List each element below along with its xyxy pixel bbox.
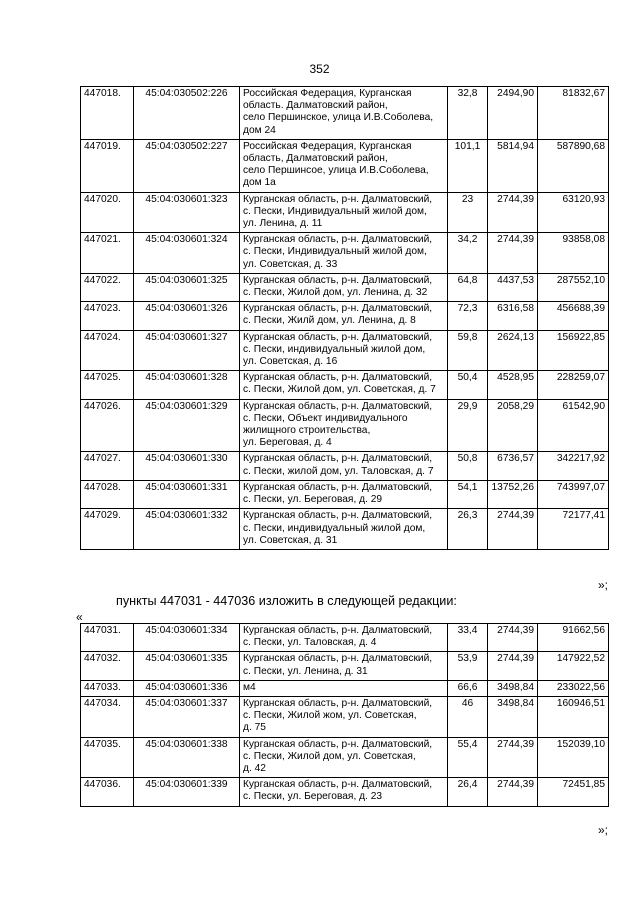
table-row (81, 371, 609, 399)
area-cell: 50,8 (448, 452, 488, 480)
address-line: с. Пески, Индивидуальный жилой дом, (243, 246, 427, 258)
address-line: Курганская область, р-н. Далматовский, (243, 510, 433, 522)
item-number-cell: 447031. (81, 624, 134, 652)
cadastral-number-cell: 45:04:030601:326 (134, 302, 240, 330)
item-number-cell: 447036. (81, 778, 134, 806)
table-row (81, 330, 609, 371)
area-cell: 66,6 (448, 680, 488, 696)
cadastral-number-cell: 45:04:030502:227 (134, 139, 240, 192)
total-value-cell: 152039,10 (538, 737, 609, 778)
item-number-cell: 447029. (81, 509, 134, 550)
address-line: с. Пески, индивидуальный жилой дом, (243, 343, 426, 355)
cadastral-number-cell: 45:04:030601:328 (134, 371, 240, 399)
closing-quote: »; (597, 578, 608, 592)
item-number-cell: 447018. (81, 87, 134, 140)
address-line: с. Пески, Жилой жом, ул. Советская, (243, 710, 417, 722)
area-cell: 55,4 (448, 737, 488, 778)
address-line: с. Пески, индивидуальный жилой дом, (243, 522, 426, 534)
address-cell (240, 273, 448, 301)
item-number-cell: 447028. (81, 480, 134, 508)
unit-price-cell: 3498,84 (488, 697, 538, 738)
address-line: Курганская область, р-н. Далматовский, (243, 234, 433, 246)
total-value-cell: 342217,92 (538, 452, 609, 480)
item-number-cell: 447026. (81, 399, 134, 452)
total-value-cell: 743997,07 (538, 480, 609, 508)
area-cell: 50,4 (448, 371, 488, 399)
area-cell: 29,9 (448, 399, 488, 452)
unit-price-cell: 5814,94 (488, 139, 538, 192)
total-value-cell: 72177,41 (538, 509, 609, 550)
area-cell: 26,4 (448, 778, 488, 806)
table-row (81, 697, 609, 738)
item-number-cell: 447021. (81, 233, 134, 274)
cadastral-number-cell: 45:04:030601:336 (134, 680, 240, 696)
address-line: Российская Федерация, Курганская (243, 140, 412, 152)
unit-price-cell: 2744,39 (488, 778, 538, 806)
total-value-cell: 456688,39 (538, 302, 609, 330)
address-line: м4 (243, 681, 256, 693)
area-cell: 34,2 (448, 233, 488, 274)
unit-price-cell: 3498,84 (488, 680, 538, 696)
address-line: д. 75 (243, 722, 266, 734)
area-cell: 59,8 (448, 330, 488, 371)
address-cell (240, 452, 448, 480)
register-table-1 (80, 86, 609, 550)
address-line: с. Пески, Объект индивидуального (243, 412, 408, 424)
address-line: дом 1а (243, 177, 276, 189)
table-row (81, 480, 609, 508)
cadastral-number-cell: 45:04:030601:331 (134, 480, 240, 508)
item-number-cell: 447024. (81, 330, 134, 371)
address-line: село Першинсое, улица И.В.Соболева, (243, 165, 429, 177)
cadastral-number-cell: 45:04:030601:339 (134, 778, 240, 806)
cadastral-number-cell: 45:04:030601:335 (134, 652, 240, 680)
address-line: с. Пески, Жилой дом, ул. Советская, (243, 750, 416, 762)
address-line: Курганская область, р-н. Далматовский, (243, 625, 433, 636)
address-line: Курганская область, р-н. Далматовский, (243, 653, 433, 665)
table-row (81, 233, 609, 274)
total-value-cell: 81832,67 (538, 87, 609, 140)
area-cell: 72,3 (448, 302, 488, 330)
address-cell (240, 680, 448, 696)
item-number-cell: 447025. (81, 371, 134, 399)
area-cell: 32,8 (448, 87, 488, 140)
address-line: ул. Советская, д. 16 (243, 356, 338, 368)
cadastral-number-cell: 45:04:030601:327 (134, 330, 240, 371)
address-cell (240, 87, 448, 140)
address-line: дом 24 (243, 124, 276, 136)
item-number-cell: 447033. (81, 680, 134, 696)
area-cell: 64,8 (448, 273, 488, 301)
total-value-cell: 156922,85 (538, 330, 609, 371)
address-line: Курганская область, р-н. Далматовский, (243, 193, 433, 205)
total-value-cell: 72451,85 (538, 778, 609, 806)
address-line: с. Пески, ул. Таловская, д. 4 (243, 637, 377, 649)
page-number: 352 (309, 62, 330, 76)
unit-price-cell: 6316,58 (488, 302, 538, 330)
unit-price-cell: 2058,29 (488, 399, 538, 452)
address-cell (240, 480, 448, 508)
address-line: Курганская область, р-н. Далматовский, (243, 331, 433, 343)
address-line: с. Пески, Индивидуальный жилой дом, (243, 205, 427, 217)
address-line: с. Пески, ул. Береговая, д. 23 (243, 791, 383, 803)
item-number-cell: 447019. (81, 139, 134, 192)
total-value-cell: 93858,08 (538, 233, 609, 274)
area-cell: 101,1 (448, 139, 488, 192)
item-number-cell: 447023. (81, 302, 134, 330)
unit-price-cell: 4437,53 (488, 273, 538, 301)
address-line: Курганская область, р-н. Далматовский, (243, 274, 433, 286)
address-cell (240, 192, 448, 233)
table-row (81, 192, 609, 233)
unit-price-cell: 13752,26 (488, 480, 538, 508)
area-cell: 46 (448, 697, 488, 738)
address-cell (240, 737, 448, 778)
unit-price-cell: 2624,13 (488, 330, 538, 371)
item-number-cell: 447032. (81, 652, 134, 680)
address-line: жилищного строительства, (243, 425, 371, 437)
address-line: Курганская область, р-н. Далматовский, (243, 481, 433, 493)
cadastral-number-cell: 45:04:030601:324 (134, 233, 240, 274)
table-row (81, 680, 609, 696)
table-row (81, 737, 609, 778)
address-line: Курганская область, р-н. Далматовский, (243, 779, 433, 791)
closing-quote: »; (597, 823, 608, 837)
cadastral-number-cell: 45:04:030601:329 (134, 399, 240, 452)
address-line: село Першинское, улица И.В.Соболева, (243, 112, 434, 124)
address-line: д. 42 (243, 763, 266, 775)
cadastral-number-cell: 45:04:030601:334 (134, 624, 240, 652)
unit-price-cell: 6736,57 (488, 452, 538, 480)
address-cell (240, 139, 448, 192)
address-line: ул. Советская, д. 33 (243, 258, 338, 270)
total-value-cell: 61542,90 (538, 399, 609, 452)
total-value-cell: 228259,07 (538, 371, 609, 399)
cadastral-number-cell: 45:04:030601:323 (134, 192, 240, 233)
total-value-cell: 587890,68 (538, 139, 609, 192)
address-line: Курганская область, р-н. Далматовский, (243, 453, 433, 465)
address-line: ул. Советская, д. 31 (243, 534, 338, 546)
opening-quote: « (76, 610, 83, 624)
address-line: с. Пески, ул. Береговая, д. 29 (243, 494, 383, 506)
unit-price-cell: 2744,39 (488, 624, 538, 652)
area-cell: 33,4 (448, 624, 488, 652)
table-row (81, 652, 609, 680)
table-row (81, 399, 609, 452)
table-row (81, 509, 609, 550)
address-line: область, Далматовский район, (243, 153, 388, 165)
table-row (81, 624, 609, 652)
unit-price-cell: 2744,39 (488, 192, 538, 233)
address-line: ул. Береговая, д. 4 (243, 437, 332, 449)
total-value-cell: 63120,93 (538, 192, 609, 233)
address-line: область. Далматовский район, (243, 100, 388, 112)
item-number-cell: 447022. (81, 273, 134, 301)
total-value-cell: 287552,10 (538, 273, 609, 301)
address-cell (240, 233, 448, 274)
table-row (81, 139, 609, 192)
area-cell: 23 (448, 192, 488, 233)
address-cell (240, 330, 448, 371)
item-number-cell: 447035. (81, 737, 134, 778)
address-cell (240, 302, 448, 330)
cadastral-number-cell: 45:04:030601:338 (134, 737, 240, 778)
address-line: с. Пески, Жилй дом, ул. Ленина, д. 8 (243, 315, 416, 327)
address-cell (240, 697, 448, 738)
table-row (81, 302, 609, 330)
address-line: с. Пески, ул. Ленина, д. 31 (243, 665, 368, 677)
unit-price-cell: 2744,39 (488, 737, 538, 778)
unit-price-cell: 2744,39 (488, 233, 538, 274)
total-value-cell: 233022,56 (538, 680, 609, 696)
address-cell (240, 371, 448, 399)
cadastral-number-cell: 45:04:030601:337 (134, 697, 240, 738)
cadastral-number-cell: 45:04:030601:325 (134, 273, 240, 301)
address-cell (240, 624, 448, 652)
table-row (81, 778, 609, 806)
area-cell: 53,9 (448, 652, 488, 680)
unit-price-cell: 2744,39 (488, 509, 538, 550)
total-value-cell: 91662,56 (538, 624, 609, 652)
register-table-2 (80, 623, 609, 807)
table-row (81, 452, 609, 480)
unit-price-cell: 4528,95 (488, 371, 538, 399)
address-line: с. Пески, Жилой дом, ул. Ленина, д. 32 (243, 287, 428, 299)
address-line: Курганская область, р-н. Далматовский, (243, 698, 433, 710)
address-cell (240, 399, 448, 452)
address-line: Курганская область, р-н. Далматовский, (243, 303, 433, 315)
address-line: ул. Ленина, д. 11 (243, 218, 323, 230)
unit-price-cell: 2744,39 (488, 652, 538, 680)
area-cell: 54,1 (448, 480, 488, 508)
address-line: с. Пески, жилой дом, ул. Таловская, д. 7 (243, 465, 434, 477)
table-row (81, 87, 609, 140)
cadastral-number-cell: 45:04:030601:332 (134, 509, 240, 550)
address-line: Курганская область, р-н. Далматовский, (243, 372, 433, 384)
cadastral-number-cell: 45:04:030502:226 (134, 87, 240, 140)
address-line: с. Пески, Жилой дом, ул. Советская, д. 7 (243, 384, 436, 396)
unit-price-cell: 2494,90 (488, 87, 538, 140)
address-cell (240, 509, 448, 550)
item-number-cell: 447034. (81, 697, 134, 738)
address-cell (240, 778, 448, 806)
address-line: Российская Федерация, Курганская (243, 88, 412, 99)
address-line: Курганская область, р-н. Далматовский, (243, 400, 433, 412)
cadastral-number-cell: 45:04:030601:330 (134, 452, 240, 480)
total-value-cell: 147922,52 (538, 652, 609, 680)
area-cell: 26,3 (448, 509, 488, 550)
address-line: Курганская область, р-н. Далматовский, (243, 738, 433, 750)
total-value-cell: 160946,51 (538, 697, 609, 738)
item-number-cell: 447020. (81, 192, 134, 233)
item-number-cell: 447027. (81, 452, 134, 480)
address-cell (240, 652, 448, 680)
amendment-instruction: пункты 447031 - 447036 изложить в следующей редакции: (116, 594, 457, 608)
table-row (81, 273, 609, 301)
